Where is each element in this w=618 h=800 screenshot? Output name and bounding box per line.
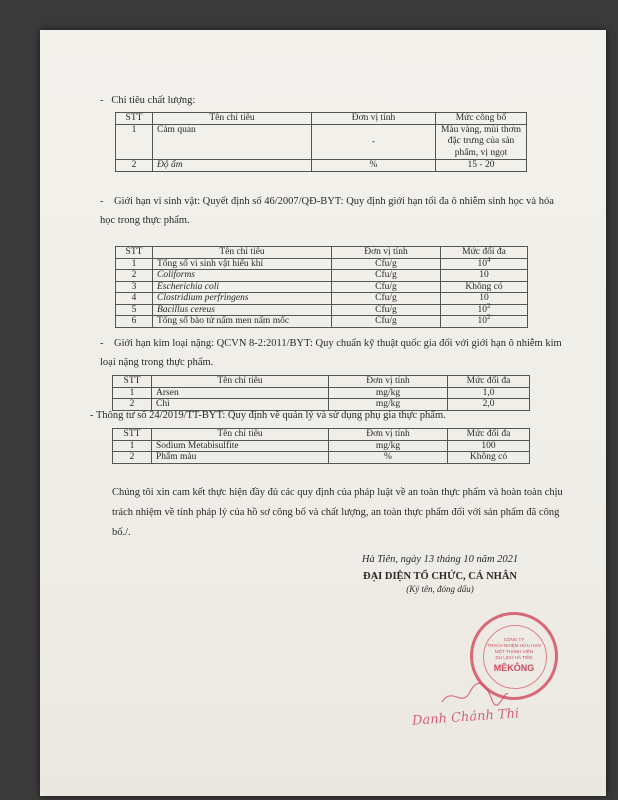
header-stt: STT xyxy=(116,113,153,125)
table-row: 2 Phẩm màu % Không có xyxy=(113,452,530,464)
table-row: 1 Cảm quan - Màu vàng, mùi thơm đặc trưng của sản phẩm, vị ngọt xyxy=(116,124,527,160)
quality-heading: - Chỉ tiêu chất lượng: xyxy=(100,95,196,106)
header-level: Mức công bố xyxy=(436,113,527,125)
table-row: 1 Arsen mg/kg 1,0 xyxy=(113,387,530,399)
signature-block xyxy=(310,554,570,594)
table-row: 5 Bacillus cereus Cfu/g $10^2$ xyxy=(116,304,528,316)
place-date: Hà Tiên, ngày 13 tháng 10 năm 2021 xyxy=(361,554,519,565)
table-row: 1 Sodium Metabisulfite mg/kg 100 xyxy=(113,440,530,452)
table-header-row xyxy=(116,113,527,125)
document-page xyxy=(40,30,606,796)
quality-table xyxy=(115,112,527,172)
metal-table xyxy=(112,375,530,411)
commitment-paragraph: Chúng tôi xin cam kết thực hiện đầy đủ các quy định của pháp luật về an toàn thực phẩm và hoàn toàn chịu trách nhiệm về tính pháp lý của hồ sơ công bố và chất lượng, an toàn thực phẩm đối với sản phẩm đã công bố./. xyxy=(112,487,563,538)
metal-intro: - Giới hạn kim loại nặng: QCVN 8-2:2011/BYT: Quy chuẩn kỹ thuật quốc gia đối với giới hạn ô nhiễm kim loại nặng trong thực phẩm. xyxy=(100,338,562,368)
header-unit: Đơn vị tính xyxy=(312,113,436,125)
table-row: 3 Escherichia coli Cfu/g Không có xyxy=(116,281,528,293)
signature-note: (Ký tên, đóng dấu) xyxy=(406,584,474,594)
table-row: 2 Chì mg/kg 2,0 xyxy=(113,399,530,411)
additive-intro: - Thông tư số 24/2019/TT-BYT: Quy định về quản lý và sử dụng phụ gia thực phẩm. xyxy=(90,410,446,421)
additive-table xyxy=(112,428,530,464)
signature-title: ĐẠI DIỆN TỔ CHỨC, CÁ NHÂN xyxy=(362,571,517,582)
table-header-row: STT Tên chỉ tiêu Đơn vị tính Mức đối đa xyxy=(113,376,530,388)
table-row: 1 Tổng số vi sinh vật hiếu khí Cfu/g $10^4$ xyxy=(116,258,528,270)
micro-table xyxy=(115,246,528,328)
table-header-row: STT Tên chỉ tiêu Đơn vị tính Mức đối đa xyxy=(113,429,530,441)
company-seal: CÔNG TY TRÁCH NHIỆM HỮU HẠN MỘT THÀNH VIÊN DU LỊCH HÀ TIÊN MÊKÔNG xyxy=(470,612,558,700)
signature-scribble xyxy=(440,680,510,710)
table-row: 4 Clostridium perfringens Cfu/g 10 xyxy=(116,293,528,305)
header-name: Tên chỉ tiêu xyxy=(153,113,312,125)
micro-intro: - Giới hạn vi sinh vật: Quyết định số 46/2007/QĐ-BYT: Quy định giới hạn tối đa ô nhiễm sinh học và hóa học trong thực phẩm. xyxy=(100,196,554,226)
table-row: 6 Tổng số bào tử nấm men nấm mốc Cfu/g $10^2$ xyxy=(116,316,528,328)
signer-name: Danh Chánh Thi xyxy=(411,706,520,729)
table-row: 2 Độ ẩm % 15 - 20 xyxy=(116,160,527,172)
table-row: 2 Coliforms Cfu/g 10 xyxy=(116,270,528,282)
table-header-row: STT Tên chỉ tiêu Đơn vị tính Mức đối đa xyxy=(116,247,528,259)
